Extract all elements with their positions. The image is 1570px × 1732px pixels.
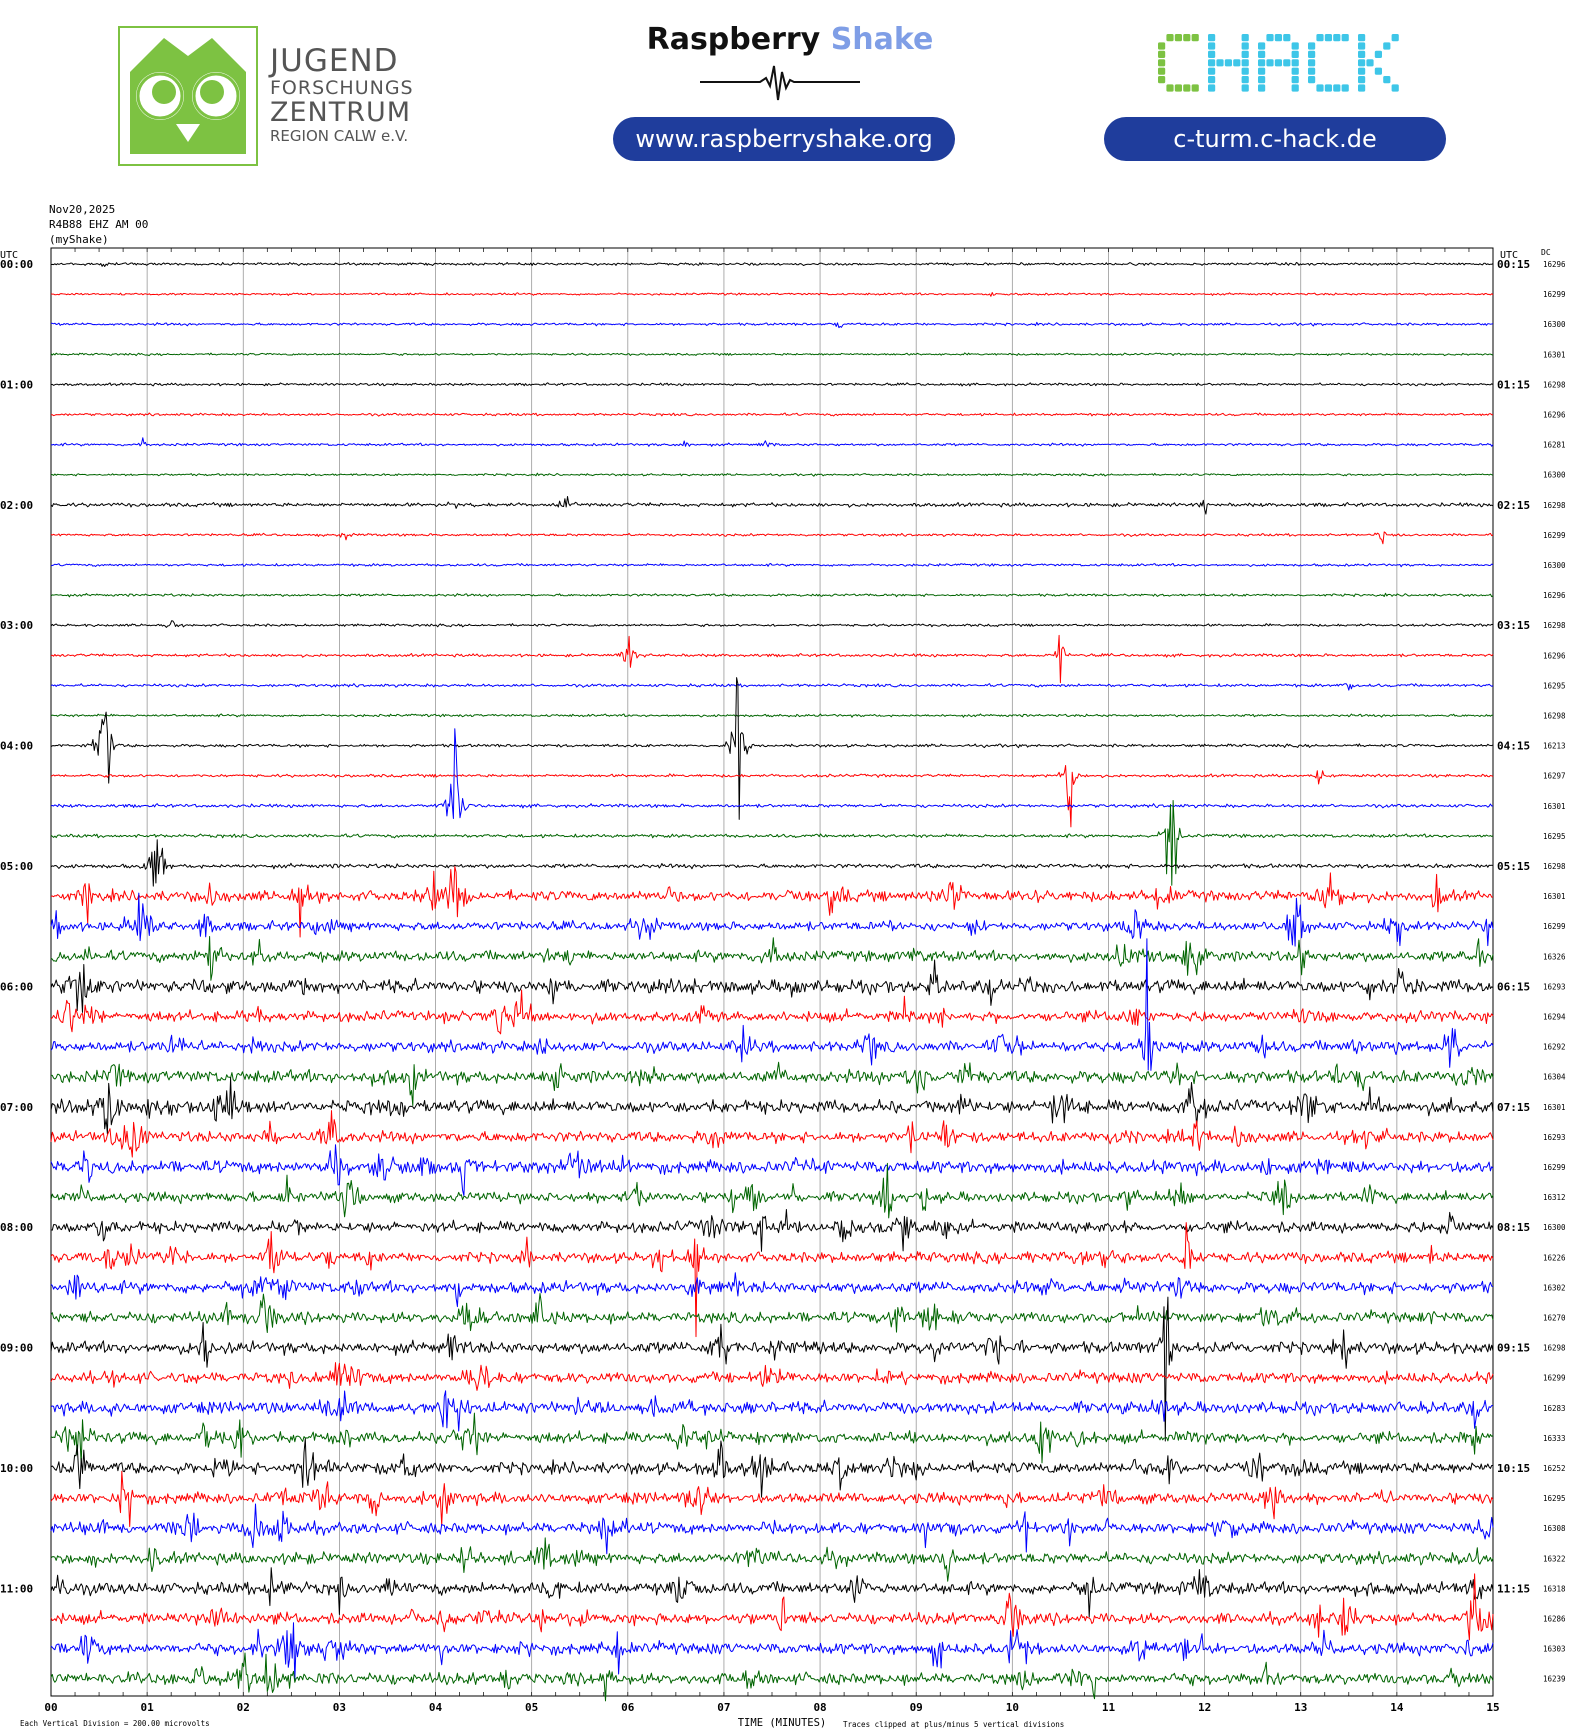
dc-header: DC xyxy=(1541,248,1551,257)
dc-value: 16286 xyxy=(1543,1614,1566,1624)
x-tick-label: 12 xyxy=(1197,1701,1212,1714)
trace-row-3 xyxy=(51,353,1493,356)
jfz-line-3: ZENTRUM xyxy=(270,97,412,128)
dc-value: 16301 xyxy=(1543,350,1566,360)
raspberry-shake-url[interactable]: www.raspberryshake.org xyxy=(613,117,955,161)
dc-value: 16300 xyxy=(1543,470,1566,480)
trace-row-44 xyxy=(51,1568,1493,1617)
trace-row-1 xyxy=(51,293,1493,297)
trace-row-41 xyxy=(51,1471,1493,1526)
dc-value: 16252 xyxy=(1543,1464,1566,1473)
trace-row-29 xyxy=(51,1111,1493,1157)
left-hour-label: 09:00 xyxy=(0,1341,34,1355)
dc-value: 16322 xyxy=(1543,1554,1566,1564)
plot-traces xyxy=(51,263,1493,1701)
raspberry-shake-title-part2: Shake xyxy=(830,22,934,57)
dc-value: 16213 xyxy=(1543,741,1566,751)
x-tick-label: 08 xyxy=(813,1701,827,1714)
dc-value: 16239 xyxy=(1543,1674,1566,1684)
dc-value: 16298 xyxy=(1543,711,1566,721)
x-tick-label: 15 xyxy=(1486,1701,1500,1714)
right-hour-label: 05:15 xyxy=(1497,860,1531,873)
dc-value: 16318 xyxy=(1543,1584,1566,1594)
dc-value: 16303 xyxy=(1543,1644,1566,1654)
left-hour-label: 02:00 xyxy=(0,498,34,512)
trace-row-6 xyxy=(51,438,1493,447)
trace-row-25 xyxy=(51,990,1493,1034)
left-hour-label: 03:00 xyxy=(0,619,34,633)
trace-row-10 xyxy=(51,564,1493,567)
dc-value: 16300 xyxy=(1543,561,1566,570)
dc-value: 16226 xyxy=(1543,1253,1566,1263)
right-hour-label: 02:15 xyxy=(1497,498,1531,512)
trace-row-8 xyxy=(51,497,1493,515)
x-tick-label: 05 xyxy=(525,1701,539,1714)
trace-row-15 xyxy=(51,714,1493,717)
dc-value: 16296 xyxy=(1543,591,1566,601)
chack-url[interactable]: c-turm.c-hack.de xyxy=(1104,117,1446,161)
trace-row-42 xyxy=(51,1504,1493,1554)
trace-row-27 xyxy=(51,1062,1493,1105)
right-hour-label: 08:15 xyxy=(1497,1221,1531,1235)
dc-value: 16298 xyxy=(1543,862,1566,871)
trace-row-0 xyxy=(51,263,1493,267)
jfz-line-1: JUGEND xyxy=(270,43,399,79)
trace-row-22 xyxy=(51,893,1493,946)
trace-row-28 xyxy=(51,1078,1493,1134)
right-hour-label: 03:15 xyxy=(1497,619,1531,633)
right-hour-label: 09:15 xyxy=(1497,1341,1531,1355)
dc-value: 16298 xyxy=(1543,621,1566,631)
meta-source: (myShake) xyxy=(49,233,109,246)
x-tick-label: 02 xyxy=(236,1701,250,1714)
trace-row-31 xyxy=(51,1163,1493,1218)
trace-row-40 xyxy=(51,1439,1493,1497)
x-tick-label: 01 xyxy=(140,1701,154,1714)
raspberry-shake-title-part1: Raspberry xyxy=(646,22,821,57)
dc-value: 16300 xyxy=(1543,320,1566,330)
meta-station: R4B88 EHZ AM 00 xyxy=(49,218,149,231)
plot-grid xyxy=(51,248,1493,1696)
trace-row-13 xyxy=(51,635,1493,682)
dc-value: 16297 xyxy=(1543,771,1566,781)
trace-row-35 xyxy=(51,1294,1493,1333)
plot-frame xyxy=(51,248,1493,1696)
x-axis-label: TIME (MINUTES) xyxy=(737,1717,827,1729)
right-hour-label: 01:15 xyxy=(1497,378,1531,392)
x-tick-label: 10 xyxy=(1005,1701,1019,1714)
left-hour-label: 04:00 xyxy=(0,739,34,753)
x-tick-label: 04 xyxy=(428,1701,443,1714)
dc-value: 16294 xyxy=(1543,1012,1566,1022)
right-hour-label: 10:15 xyxy=(1497,1462,1531,1475)
dc-value: 16299 xyxy=(1543,1373,1566,1383)
trace-row-20 xyxy=(51,840,1493,886)
dc-value: 16299 xyxy=(1543,290,1566,300)
dc-value: 16298 xyxy=(1543,380,1566,390)
trace-row-33 xyxy=(51,1223,1493,1337)
dc-value: 16283 xyxy=(1543,1403,1566,1413)
trace-row-34 xyxy=(51,1273,1493,1307)
dc-value: 16293 xyxy=(1543,1132,1566,1142)
left-axis-header: UTC xyxy=(0,250,19,261)
x-tick-label: 09 xyxy=(909,1701,923,1714)
dc-value: 16300 xyxy=(1543,1223,1566,1233)
dc-value: 16301 xyxy=(1543,801,1566,811)
x-tick-label: 06 xyxy=(621,1701,635,1714)
x-tick-label: 07 xyxy=(717,1701,731,1714)
trace-row-24 xyxy=(51,960,1493,1012)
trace-row-38 xyxy=(51,1391,1493,1431)
dc-value: 16298 xyxy=(1543,1343,1566,1353)
dc-value: 16281 xyxy=(1543,440,1566,450)
x-tick-label: 03 xyxy=(332,1701,347,1714)
right-hour-label: 07:15 xyxy=(1497,1100,1531,1114)
dc-value: 16304 xyxy=(1543,1072,1566,1082)
dc-value: 16308 xyxy=(1543,1524,1566,1534)
trace-row-30 xyxy=(51,1145,1493,1196)
left-hour-label: 07:00 xyxy=(0,1100,34,1114)
x-tick-label: 00 xyxy=(44,1701,58,1714)
dc-value: 16299 xyxy=(1543,530,1566,540)
dc-value: 16299 xyxy=(1543,1163,1566,1172)
trace-row-43 xyxy=(51,1538,1493,1581)
trace-row-4 xyxy=(51,383,1493,386)
trace-row-19 xyxy=(51,801,1493,886)
right-hour-label: 00:15 xyxy=(1497,258,1531,271)
trace-row-46 xyxy=(51,1623,1493,1681)
right-hour-label: 04:15 xyxy=(1497,739,1531,753)
dc-value: 16302 xyxy=(1543,1283,1566,1293)
meta-date: Nov20,2025 xyxy=(49,203,116,216)
right-axis-header: UTC xyxy=(1500,250,1519,261)
trace-row-11 xyxy=(51,593,1493,597)
trace-row-39 xyxy=(51,1413,1493,1465)
dc-value: 16270 xyxy=(1543,1313,1566,1323)
vertical-division-note: Each Vertical Division = 200.00 microvolts xyxy=(20,1719,210,1728)
dc-value: 16295 xyxy=(1543,681,1566,691)
x-tick-label: 13 xyxy=(1294,1701,1308,1714)
dc-value: 16296 xyxy=(1543,260,1566,269)
left-hour-label: 10:00 xyxy=(0,1462,34,1475)
right-hour-label: 11:15 xyxy=(1497,1582,1531,1596)
jfz-line-2: FORSCHUNGS xyxy=(270,77,414,99)
x-tick-label: 14 xyxy=(1390,1701,1404,1714)
dc-value: 16292 xyxy=(1543,1042,1566,1052)
trace-row-12 xyxy=(51,621,1493,628)
trace-row-26 xyxy=(51,939,1493,1071)
trace-row-17 xyxy=(51,766,1493,827)
dc-value: 16301 xyxy=(1543,892,1566,902)
left-hour-label: 08:00 xyxy=(0,1221,34,1235)
dc-value: 16312 xyxy=(1543,1193,1566,1203)
dc-value: 16326 xyxy=(1543,952,1566,962)
trace-row-16 xyxy=(51,678,1493,820)
dc-value: 16333 xyxy=(1543,1433,1566,1443)
dc-value: 16295 xyxy=(1543,831,1566,841)
trace-row-23 xyxy=(51,937,1493,981)
dc-value: 16299 xyxy=(1543,922,1566,932)
dc-value: 16298 xyxy=(1543,500,1566,510)
trace-row-2 xyxy=(51,322,1493,327)
x-tick-label: 11 xyxy=(1101,1701,1116,1714)
trace-row-5 xyxy=(51,413,1493,416)
clip-note: Traces clipped at plus/minus 5 vertical divisions xyxy=(843,1720,1065,1729)
jfz-line-4: REGION CALW e.V. xyxy=(270,127,409,145)
right-hour-label: 06:15 xyxy=(1497,980,1531,994)
dc-value: 16301 xyxy=(1543,1102,1566,1112)
left-hour-label: 05:00 xyxy=(0,860,34,873)
dc-value: 16293 xyxy=(1543,982,1566,992)
trace-row-14 xyxy=(51,684,1493,691)
trace-row-9 xyxy=(51,532,1493,544)
left-hour-label: 01:00 xyxy=(0,378,34,392)
dc-value: 16296 xyxy=(1543,651,1566,661)
dc-value: 16295 xyxy=(1543,1494,1566,1504)
trace-row-7 xyxy=(51,473,1493,476)
left-hour-label: 00:00 xyxy=(0,258,34,271)
left-hour-label: 06:00 xyxy=(0,980,34,994)
left-hour-label: 11:00 xyxy=(0,1582,34,1596)
trace-row-37 xyxy=(51,1363,1493,1391)
dc-value: 16296 xyxy=(1543,410,1566,420)
